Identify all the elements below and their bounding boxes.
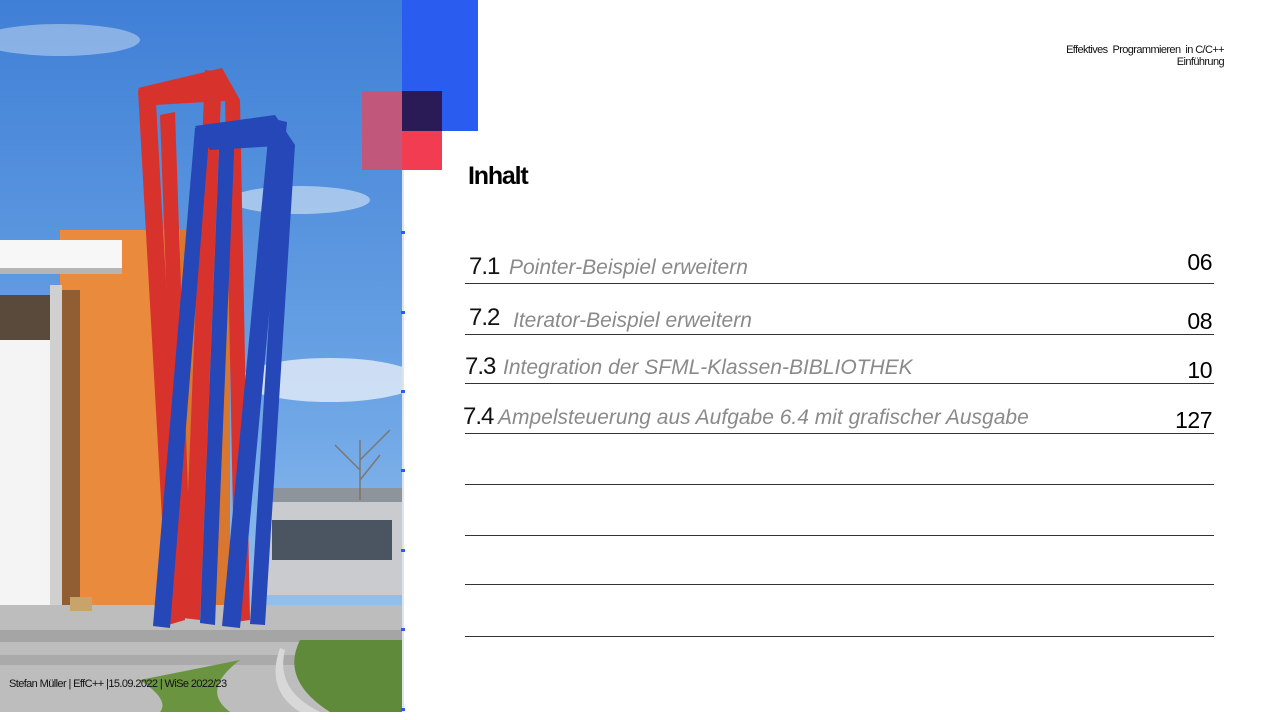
toc-label: Iterator-Beispiel erweitern	[513, 309, 752, 332]
campus-photo	[0, 0, 402, 712]
toc-label: Ampelsteuerung aus Aufgabe 6.4 mit grafischer Ausgabe	[498, 406, 1029, 429]
page-title: Inhalt	[468, 162, 528, 190]
toc-page: 06	[1187, 249, 1212, 275]
decor-pink-block	[362, 91, 402, 170]
toc-number: 7.2	[469, 304, 500, 331]
divider-tick	[401, 628, 405, 631]
divider-tick	[401, 469, 405, 472]
toc-rule	[465, 334, 1214, 335]
divider-tick	[401, 549, 405, 552]
empty-rule	[465, 484, 1214, 485]
toc-number: 7.3	[465, 353, 496, 380]
divider-tick	[401, 708, 405, 711]
divider-tick	[401, 311, 405, 314]
toc-row	[465, 394, 1214, 434]
header-course-title: Effektives Programmieren in C/C++	[1066, 44, 1224, 56]
empty-rule	[465, 584, 1214, 585]
toc-page: 10	[1187, 357, 1212, 383]
footer-info: Stefan Müller | EffC++ |15.09.2022 | WiSe 2022/23	[9, 678, 227, 690]
decor-red-block	[402, 131, 442, 170]
toc-rule	[465, 433, 1214, 434]
header-course-info	[1066, 44, 1224, 68]
toc-rule	[465, 283, 1214, 284]
divider-tick	[401, 231, 405, 234]
divider-tick	[401, 390, 405, 393]
toc-number: 7.4	[463, 403, 494, 430]
toc-page: 127	[1175, 407, 1212, 433]
toc-row	[465, 244, 1214, 284]
toc-label: Integration der SFML-Klassen-BIBLIOTHEK	[503, 356, 913, 379]
toc-row	[465, 295, 1214, 335]
toc-rule	[465, 383, 1214, 384]
empty-rule	[465, 636, 1214, 637]
toc-page: 08	[1187, 308, 1212, 334]
header-chapter: Einführung	[1176, 56, 1224, 68]
decor-navy-block	[402, 91, 442, 131]
toc-label: Pointer-Beispiel erweitern	[509, 256, 748, 279]
toc-number: 7.1	[469, 253, 500, 280]
empty-rule	[465, 535, 1214, 536]
toc-row	[465, 344, 1214, 384]
